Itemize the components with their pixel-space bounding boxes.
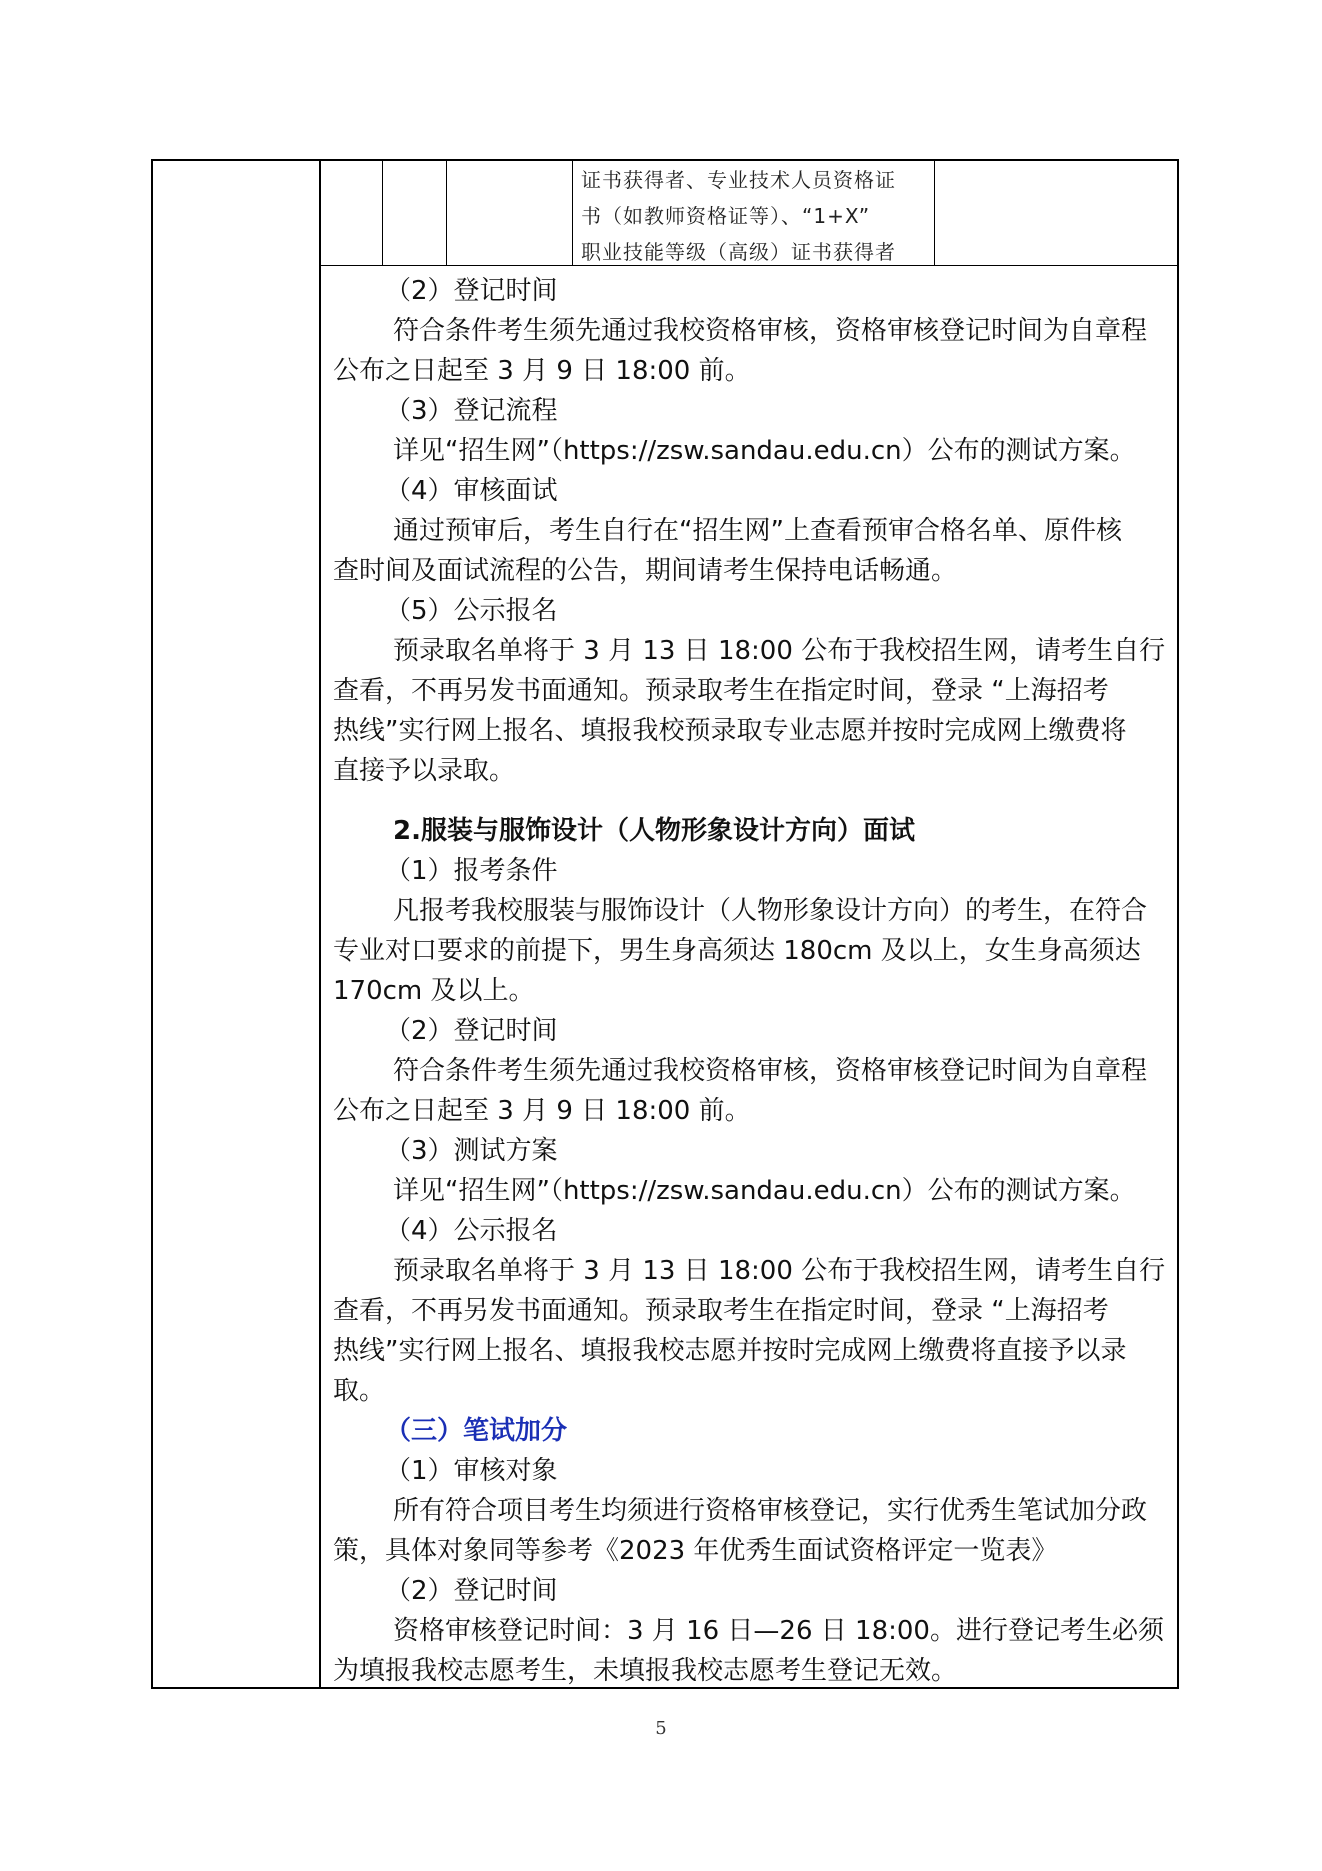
sub-heading: （3）测试方案 bbox=[385, 1136, 558, 1166]
sub-heading: （4）审核面试 bbox=[385, 476, 558, 506]
column-divider bbox=[382, 159, 383, 265]
paragraph-line: 热线”实行网上报名、填报我校志愿并按时完成网上缴费将直接予以录 bbox=[333, 1336, 1127, 1366]
cell-line: 书（如教师资格证等）、“1+X” bbox=[581, 204, 871, 228]
sub-heading: （2）登记时间 bbox=[385, 276, 558, 306]
paragraph-line: 公布之日起至 3 月 9 日 18:00 前。 bbox=[333, 1096, 751, 1126]
paragraph-line: 170cm 及以上。 bbox=[333, 976, 535, 1006]
table-cell-text bbox=[581, 162, 941, 270]
paragraph-line: 查看，不再另发书面通知。预录取考生在指定时间，登录 “上海招考 bbox=[333, 676, 1109, 706]
paragraph-line: 预录取名单将于 3 月 13 日 18:00 公布于我校招生网，请考生自行 bbox=[393, 636, 1166, 666]
paragraph-line: 策，具体对象同等参考《2023 年优秀生面试资格评定一览表》 bbox=[333, 1536, 1058, 1566]
paragraph-line: 通过预审后，考生自行在“招生网”上查看预审合格名单、原件核 bbox=[393, 516, 1122, 546]
paragraph-line: 凡报考我校服装与服饰设计（人物形象设计方向）的考生，在符合 bbox=[393, 896, 1148, 926]
column-divider bbox=[572, 159, 573, 265]
paragraph-line: 预录取名单将于 3 月 13 日 18:00 公布于我校招生网，请考生自行 bbox=[393, 1256, 1166, 1286]
paragraph-line: 详见“招生网”（https://zsw.sandau.edu.cn）公布的测试方案。 bbox=[393, 1176, 1136, 1206]
page-number: 5 bbox=[655, 1718, 667, 1739]
sub-heading: （1）审核对象 bbox=[385, 1456, 558, 1486]
sub-heading: （5）公示报名 bbox=[385, 596, 558, 626]
paragraph-line: 资格审核登记时间：3 月 16 日—26 日 18:00。进行登记考生必须 bbox=[393, 1616, 1164, 1646]
section-heading: （三）笔试加分 bbox=[385, 1416, 568, 1446]
column-divider bbox=[319, 159, 321, 1689]
cell-line: 证书获得者、专业技术人员资格证 bbox=[581, 168, 896, 192]
sub-heading: （1）报考条件 bbox=[385, 856, 558, 886]
paragraph-line: 专业对口要求的前提下，男生身高须达 180cm 及以上，女生身高须达 bbox=[333, 936, 1141, 966]
paragraph-line: 公布之日起至 3 月 9 日 18:00 前。 bbox=[333, 356, 751, 386]
paragraph-line: 详见“招生网”（https://zsw.sandau.edu.cn）公布的测试方案。 bbox=[393, 436, 1136, 466]
column-divider bbox=[446, 159, 447, 265]
sub-heading: （3）登记流程 bbox=[385, 396, 558, 426]
paragraph-line: 所有符合项目考生均须进行资格审核登记，实行优秀生笔试加分政 bbox=[393, 1496, 1148, 1526]
section-heading: 2.服装与服饰设计（人物形象设计方向）面试 bbox=[393, 816, 915, 846]
paragraph-line: 符合条件考生须先通过我校资格审核，资格审核登记时间为自章程 bbox=[393, 1056, 1148, 1086]
sub-heading: （4）公示报名 bbox=[385, 1216, 558, 1246]
paragraph-line: 查时间及面试流程的公告，期间请考生保持电话畅通。 bbox=[333, 556, 958, 586]
paragraph-line: 查看，不再另发书面通知。预录取考生在指定时间，登录 “上海招考 bbox=[333, 1296, 1109, 1326]
sub-heading: （2）登记时间 bbox=[385, 1576, 558, 1606]
paragraph-line: 热线”实行网上报名、填报我校预录取专业志愿并按时完成网上缴费将 bbox=[333, 716, 1127, 746]
paragraph-line: 直接予以录取。 bbox=[333, 756, 516, 786]
sub-heading: （2）登记时间 bbox=[385, 1016, 558, 1046]
paragraph-line: 取。 bbox=[333, 1376, 386, 1406]
paragraph-line: 符合条件考生须先通过我校资格审核，资格审核登记时间为自章程 bbox=[393, 316, 1148, 346]
paragraph-line: 为填报我校志愿考生，未填报我校志愿考生登记无效。 bbox=[333, 1656, 958, 1686]
cell-line: 职业技能等级（高级）证书获得者 bbox=[581, 240, 896, 264]
